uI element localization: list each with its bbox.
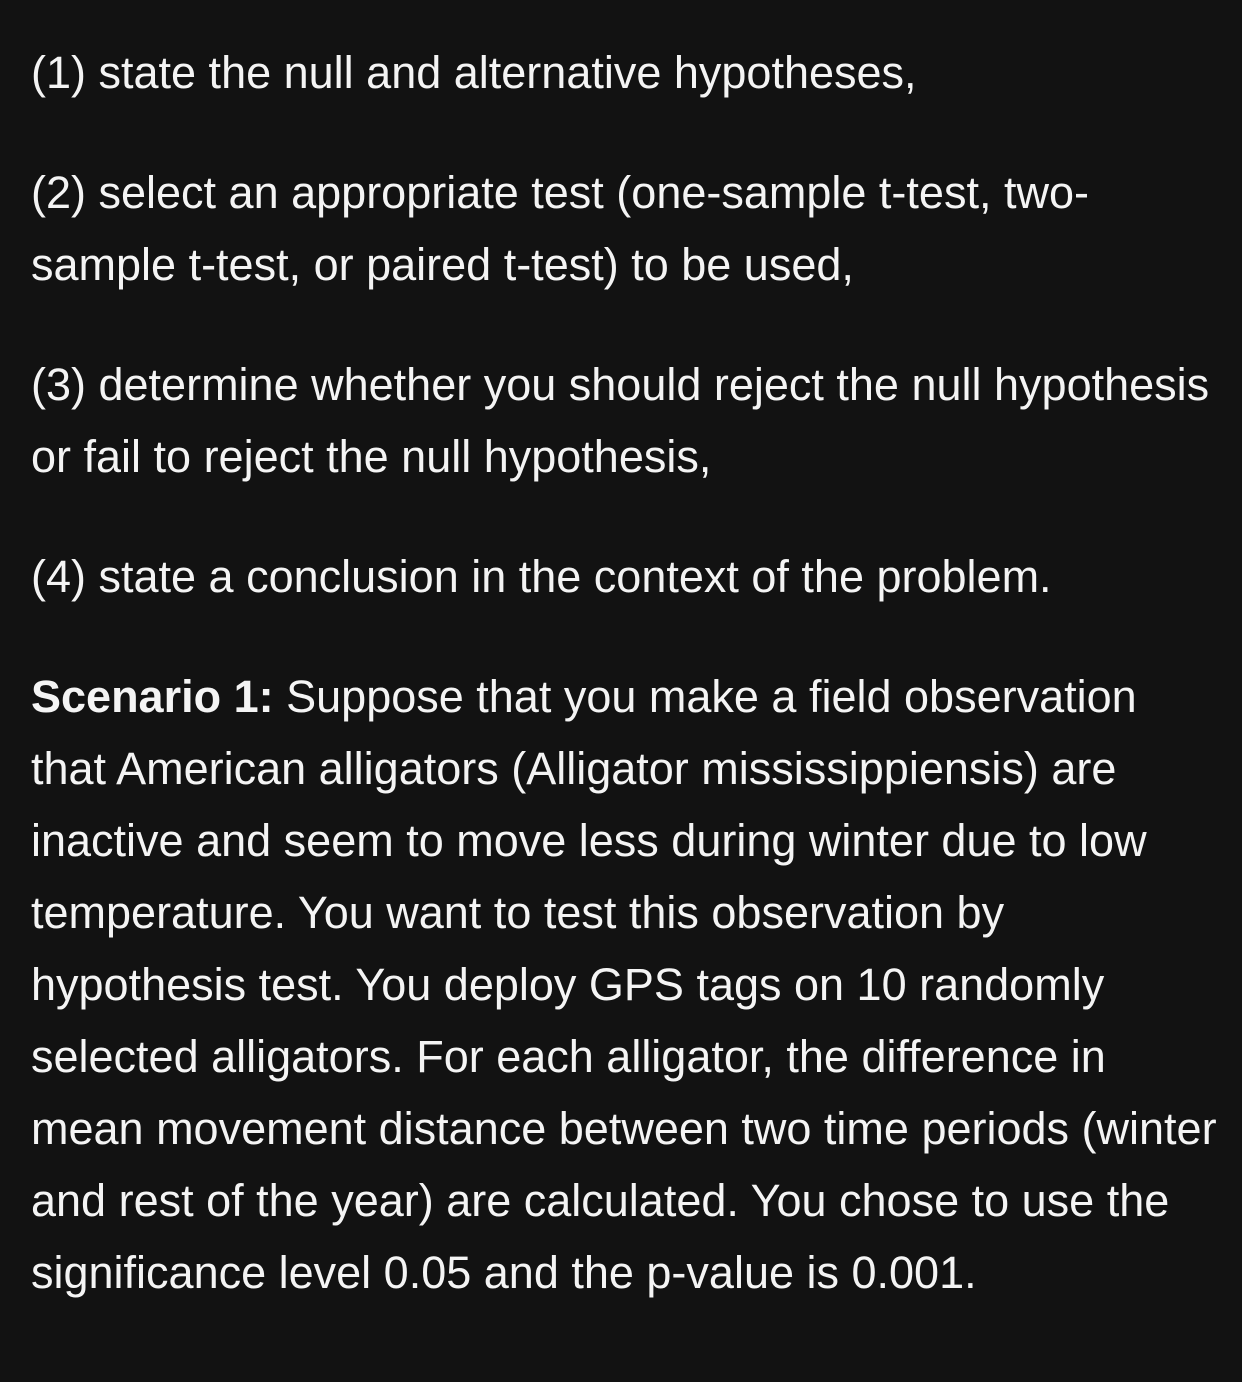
scenario-label: Scenario 1: — [31, 671, 274, 722]
instruction-4: (4) state a conclusion in the context of the problem. — [31, 551, 1052, 602]
question-document — [31, 37, 1221, 1357]
scenario-text: Suppose that you make a field observation that American alligators (Alligator mississippiensis) are inactive and seem to move less during winter due to low temperature. You want to test this observation by hypothesis test. You deploy GPS tags on 10 randomly selected alligators. For each alligator, the difference in mean movement distance between two time periods (winter and rest of the year) are calculated. You chose to use the significance level 0.05 and the p-value is 0.001. — [31, 671, 1217, 1298]
instruction-3: (3) determine whether you should reject the null hypothesis or fail to reject the null hypothesis, — [31, 359, 1210, 482]
instruction-1: (1) state the null and alternative hypotheses, — [31, 47, 917, 98]
scenario-paragraph — [31, 661, 1221, 1309]
instruction-2: (2) select an appropriate test (one-sample t-test, two-sample t-test, or paired t-test) to be used, — [31, 167, 1089, 290]
